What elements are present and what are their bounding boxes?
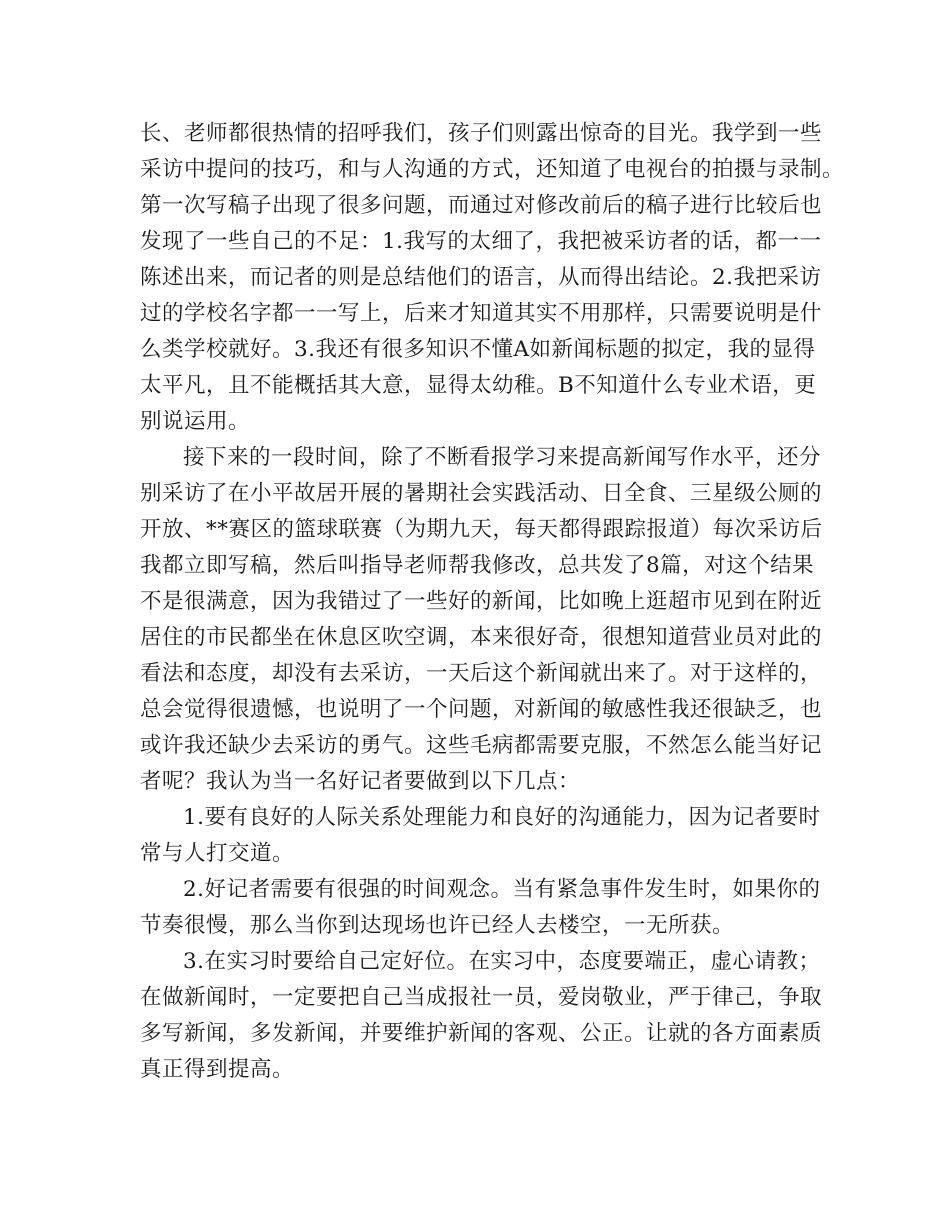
text-line: 在做新闻时，一定要把自己当成报社一员，爱岗敬业，严于律己，争取 (140, 985, 823, 1010)
text-line: 么类学校就好。3.我还有很多知识不懂A如新闻标题的拟定，我的显得 (140, 337, 816, 362)
paragraph-2 (140, 440, 823, 800)
text-line: 接下来的一段时间，除了不断看报学习来提高新闻写作水平，还分 (183, 445, 822, 470)
text-line: 2.好记者需要有很强的时间观念。当有紧急事件发生时，如果你的 (183, 877, 821, 902)
text-line: 者呢？我认为当一名好记者要做到以下几点： (140, 769, 581, 794)
document-body (140, 116, 845, 1088)
text-line: 太平凡，且不能概括其大意，显得太幼稚。B不知道什么专业术语，更 (140, 373, 817, 398)
paragraph-3 (140, 800, 820, 872)
text-line: 别采访了在小平故居开展的暑期社会实践活动、日全食、三星级公厕的 (140, 481, 823, 506)
text-line: 发现了一些自己的不足：1.我写的太细了，我把被采访者的话，都一一 (140, 229, 822, 254)
text-line: 长、老师都很热情的招呼我们，孩子们则露出惊奇的目光。我学到一些 (140, 121, 823, 146)
text-line: 第一次写稿子出现了很多问题，而通过对修改前后的稿子进行比较后也 (140, 193, 823, 218)
text-line: 总会觉得很遗憾，也说明了一个问题，对新闻的敏感性我还很缺乏，也 (140, 697, 823, 722)
text-line: 我都立即写稿，然后叫指导老师帮我修改，总共发了8篇，对这个结果 (140, 553, 815, 578)
text-line: 陈述出来，而记者的则是总结他们的语言，从而得出结论。2.我把采访 (140, 265, 822, 290)
text-line: 采访中提问的技巧，和与人沟通的方式，还知道了电视台的拍摄与录制。 (140, 157, 845, 182)
text-line: 3.在实习时要给自己定好位。在实习中，态度要端正，虚心请教； (183, 949, 821, 974)
paragraph-1 (140, 116, 845, 440)
text-line: 多写新闻，多发新闻，并要维护新闻的客观、公正。让就的各方面素质 (140, 1021, 823, 1046)
text-line: 开放、**赛区的篮球联赛（为期九天，每天都得跟踪报道）每次采访后 (140, 517, 823, 542)
text-line: 别说运用。 (140, 409, 251, 434)
text-line: 过的学校名字都一一写上，后来才知道其实不用那样，只需要说明是什 (140, 301, 823, 326)
text-line: 不是很满意，因为我错过了一些好的新闻，比如晚上逛超市见到在附近 (140, 589, 823, 614)
text-line: 居住的市民都坐在休息区吹空调，本来很好奇，很想知道营业员对此的 (140, 625, 823, 650)
paragraph-5 (140, 944, 823, 1088)
text-line: 常与人打交道。 (140, 841, 295, 866)
paragraph-4 (140, 872, 820, 944)
text-line: 1.要有良好的人际关系处理能力和良好的沟通能力，因为记者要时 (183, 805, 821, 830)
text-line: 节奏很慢，那么当你到达现场也许已经人去楼空，一无所获。 (140, 913, 735, 938)
text-line: 看法和态度，却没有去采访，一天后这个新闻就出来了。对于这样的， (140, 661, 823, 686)
text-line: 或许我还缺少去采访的勇气。这些毛病都需要克服，不然怎么能当好记 (140, 733, 823, 758)
text-line: 真正得到提高。 (140, 1057, 295, 1082)
